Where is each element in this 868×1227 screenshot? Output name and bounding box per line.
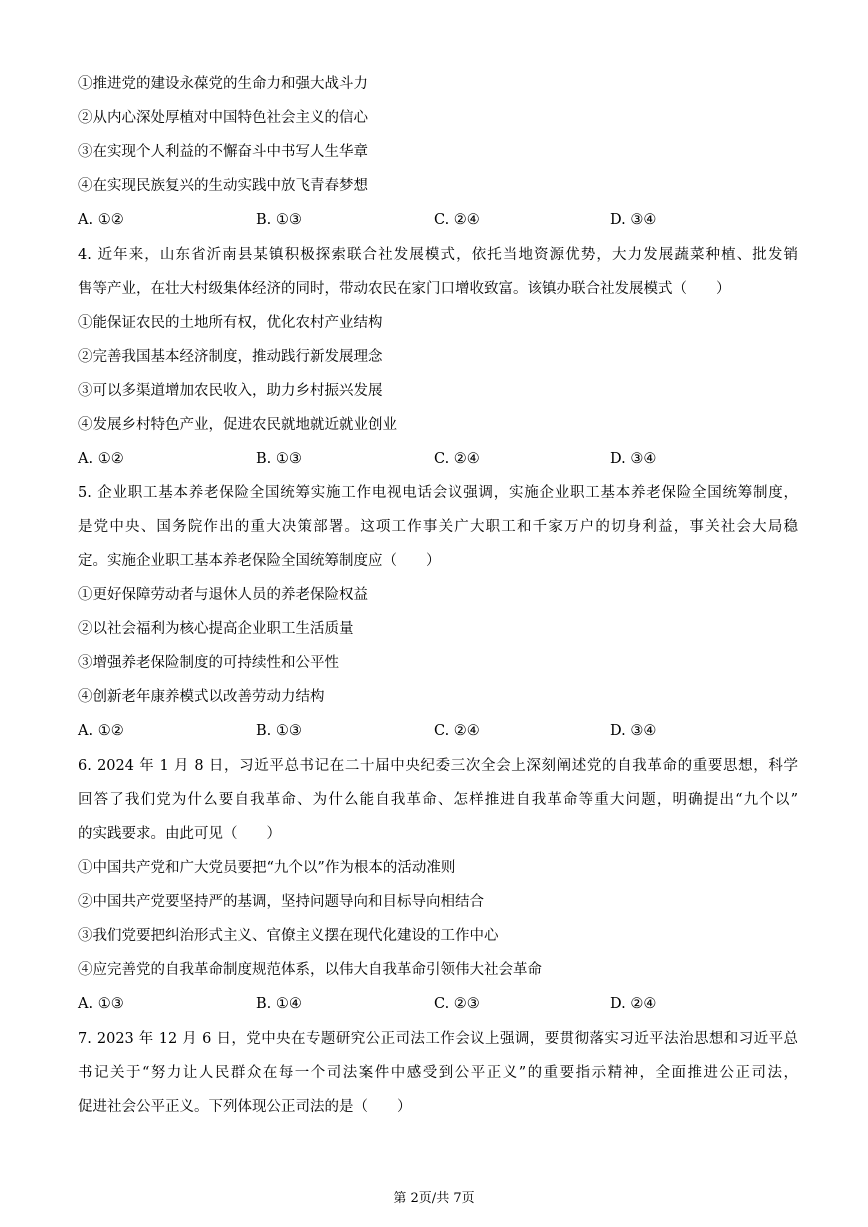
q5-options	[78, 721, 798, 741]
q5-statement-3: ③增强养老保险制度的可持续性和公平性	[78, 655, 339, 671]
q5-statement-4: ④创新老年康养模式以改善劳动力结构	[78, 689, 325, 705]
q6-statement-2: ②中国共产党要坚持严的基调，坚持问题导向和目标导向相结合	[78, 894, 484, 910]
q4-option-d[interactable]: D. ③④	[610, 451, 657, 467]
q4-option-b[interactable]: B. ①③	[256, 451, 302, 467]
q5-option-c[interactable]: C. ②④	[434, 723, 480, 739]
q7-stem-line-2: 书记关于“努力让人民群众在每一个司法案件中感受到公平正义”的重要指示精神，全面推进公正司法，	[78, 1065, 798, 1081]
q6-option-a[interactable]: A. ①③	[78, 996, 124, 1012]
q4-statement-1: ①能保证农民的土地所有权，优化农村产业结构	[78, 315, 383, 331]
q5-option-b[interactable]: B. ①③	[256, 723, 302, 739]
q6-options	[78, 994, 798, 1014]
q5-stem-line-3: 定。实施企业职工基本养老保险全国统筹制度应（ ）	[78, 553, 441, 569]
q4-options	[78, 449, 798, 469]
q4-option-c[interactable]: C. ②④	[434, 451, 480, 467]
q4-stem-line-2: 售等产业，在壮大村级集体经济的同时，带动农民在家门口增收致富。该镇办联合社发展模式（ ）	[78, 281, 731, 297]
q6-stem-line-2: 回答了我们党为什么要自我革命、为什么能自我革命、怎样推进自我革命等重大问题，明确提出“九个以”	[78, 792, 798, 808]
q4-option-a[interactable]: A. ①②	[78, 451, 124, 467]
q3-options	[78, 210, 798, 230]
q6-option-b[interactable]: B. ①④	[256, 996, 302, 1012]
q4-statement-4: ④发展乡村特色产业，促进农民就地就近就业创业	[78, 417, 397, 433]
page-number-footer: 第 2页/共 7页	[393, 1191, 475, 1206]
q6-statement-4: ④应完善党的自我革命制度规范体系，以伟大自我革命引领伟大社会革命	[78, 962, 542, 978]
q3-option-b[interactable]: B. ①③	[256, 212, 302, 228]
q6-stem-line-3: 的实践要求。由此可见（ ）	[78, 826, 281, 842]
q6-stem-line-1: 6. 2024 年 1 月 8 日，习近平总书记在二十届中央纪委三次全会上深刻阐述党的自我革命的重要思想，科学	[78, 758, 798, 774]
q3-statement-2: ②从内心深处厚植对中国特色社会主义的信心	[78, 110, 368, 126]
q5-stem-line-1: 5. 企业职工基本养老保险全国统筹实施工作电视电话会议强调，实施企业职工基本养老保险全国统筹制度，	[78, 485, 798, 501]
q7-stem-line-1: 7. 2023 年 12 月 6 日，党中央在专题研究公正司法工作会议上强调，要贯彻落实习近平法治思想和习近平总	[78, 1031, 798, 1047]
q4-stem-line-1: 4. 近年来，山东省沂南县某镇积极探索联合社发展模式，依托当地资源优势，大力发展蔬菜种植、批发销	[78, 247, 798, 263]
q6-option-d[interactable]: D. ②④	[610, 996, 657, 1012]
q6-statement-3: ③我们党要把纠治形式主义、官僚主义摆在现代化建设的工作中心	[78, 928, 499, 944]
q4-statement-3: ③可以多渠道增加农民收入，助力乡村振兴发展	[78, 383, 383, 399]
q3-statement-1: ①推进党的建设永葆党的生命力和强大战斗力	[78, 76, 368, 92]
q5-statement-2: ②以社会福利为核心提高企业职工生活质量	[78, 621, 354, 637]
q3-statement-4: ④在实现民族复兴的生动实践中放飞青春梦想	[78, 178, 368, 194]
q6-option-c[interactable]: C. ②③	[434, 996, 480, 1012]
q6-statement-1: ①中国共产党和广大党员要把“九个以”作为根本的活动准则	[78, 860, 456, 876]
q5-statement-1: ①更好保障劳动者与退休人员的养老保险权益	[78, 587, 368, 603]
q3-option-d[interactable]: D. ③④	[610, 212, 657, 228]
q3-statement-3: ③在实现个人利益的不懈奋斗中书写人生华章	[78, 144, 368, 160]
q5-option-a[interactable]: A. ①②	[78, 723, 124, 739]
q5-stem-line-2: 是党中央、国务院作出的重大决策部署。这项工作事关广大职工和千家万户的切身利益，事关社会大局稳	[78, 519, 798, 535]
q3-option-a[interactable]: A. ①②	[78, 212, 124, 228]
q3-option-c[interactable]: C. ②④	[434, 212, 480, 228]
q5-option-d[interactable]: D. ③④	[610, 723, 657, 739]
q4-statement-2: ②完善我国基本经济制度，推动践行新发展理念	[78, 349, 383, 365]
q7-stem-line-3: 促进社会公平正义。下列体现公正司法的是（ ）	[78, 1099, 412, 1115]
